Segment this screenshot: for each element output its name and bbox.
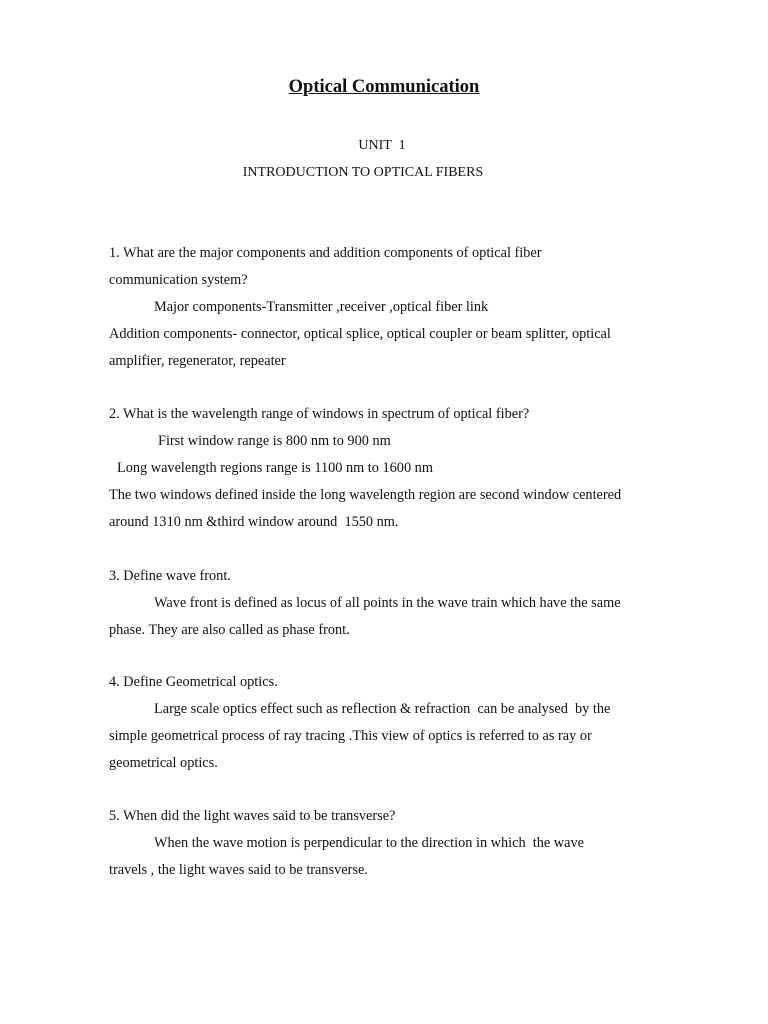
question-1-text-continued: communication system? — [109, 272, 248, 288]
document-title: Optical Communication — [288, 77, 480, 97]
question-5-text: 5. When did the light waves said to be transverse? — [109, 808, 396, 824]
question-3-text: 3. Define wave front. — [109, 568, 231, 584]
answer-1-line-2: Addition components- connector, optical splice, optical coupler or beam splitter, optical — [109, 326, 611, 342]
answer-1-line-3: amplifier, regenerator, repeater — [109, 353, 286, 369]
answer-4-line-2: simple geometrical process of ray tracing .This view of optics is referred to as ray or — [109, 728, 592, 744]
answer-5-line-2: travels , the light waves said to be transverse. — [109, 862, 368, 878]
question-1-text: 1. What are the major components and addition components of optical fiber — [109, 245, 542, 261]
answer-1-line-1: Major components-Transmitter ,receiver ,optical fiber link — [154, 299, 489, 315]
answer-3-line-1: Wave front is defined as locus of all points in the wave train which have the same — [154, 595, 621, 611]
section-heading: INTRODUCTION TO OPTICAL FIBERS — [242, 165, 484, 180]
answer-3-line-2: phase. They are also called as phase front. — [109, 622, 350, 638]
question-2-text: 2. What is the wavelength range of windows in spectrum of optical fiber? — [109, 406, 530, 422]
question-4-text: 4. Define Geometrical optics. — [109, 674, 278, 690]
answer-2-line-2: Long wavelength regions range is 1100 nm to 1600 nm — [117, 460, 433, 476]
answer-2-line-3: The two windows defined inside the long wavelength region are second window centered — [109, 487, 622, 503]
answer-4-line-1: Large scale optics effect such as reflection & refraction can be analysed by the — [154, 701, 611, 717]
answer-2-line-1: First window range is 800 nm to 900 nm — [158, 433, 391, 449]
answer-4-line-3: geometrical optics. — [109, 755, 218, 771]
answer-2-line-4: around 1310 nm &third window around 1550 nm. — [109, 514, 399, 530]
answer-5-line-1: When the wave motion is perpendicular to the direction in which the wave — [154, 835, 584, 851]
unit-heading: UNIT 1 — [358, 138, 406, 153]
